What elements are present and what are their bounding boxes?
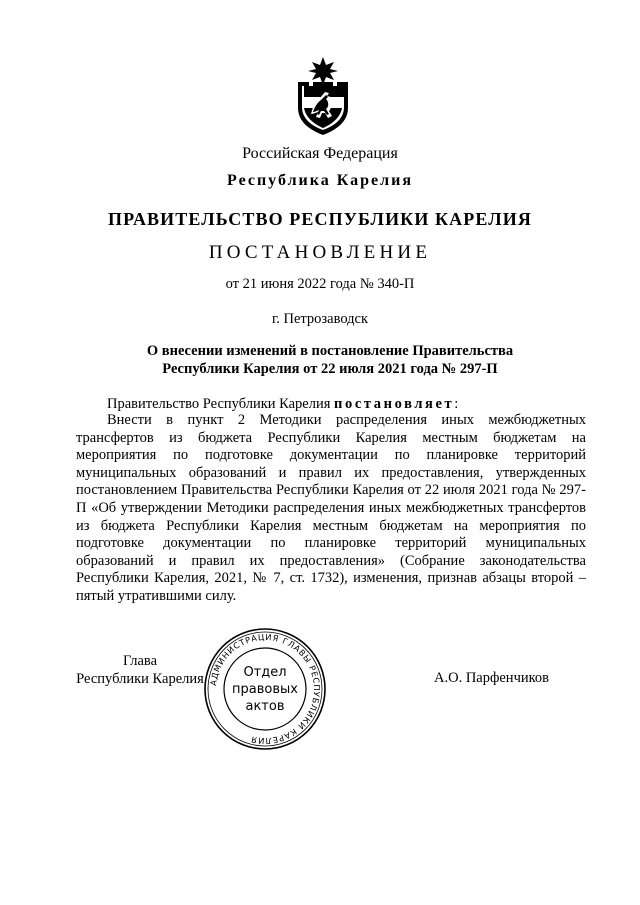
subject-line-2: Республики Карелия от 22 июля 2021 года № 297-П: [162, 361, 498, 377]
signatory-name: А.О. Парфенчиков: [434, 670, 550, 686]
karelia-coat-of-arms-icon: [294, 56, 352, 136]
document-subject: [100, 342, 560, 378]
document-type: ПОСТАНОВЛЕНИЕ: [208, 242, 432, 263]
stamp-center-line-2: правовых: [232, 682, 298, 697]
subject-line-1: О внесении изменений в постановление Правительства: [146, 343, 514, 359]
legal-department-stamp: [202, 626, 328, 752]
republic-name: Республика Карелия: [227, 172, 413, 189]
resolution-intro: [107, 396, 458, 413]
stamp-center-line-3: актов: [245, 699, 285, 714]
city-name: г. Петрозаводск: [271, 311, 369, 327]
intro-suffix: :: [454, 396, 459, 412]
stamp-ring-text: АДМИНИСТРАЦИЯ ГЛАВЫ РЕСПУБЛИКИ КАРЕЛИЯ: [208, 631, 323, 747]
signatory-title: [70, 653, 210, 688]
stamp-center-line-1: Отдел: [243, 665, 287, 680]
government-title: ПРАВИТЕЛЬСТВО РЕСПУБЛИКИ КАРЕЛИЯ: [108, 209, 532, 229]
document-date-number: от 21 июня 2022 года № 340-П: [225, 276, 415, 292]
intro-prefix: Правительство Республики Карелия: [107, 396, 335, 412]
country-name: Российская Федерация: [242, 145, 398, 162]
signatory-title-line-2: Республики Карелия: [76, 670, 204, 687]
intro-verb: постановляет: [334, 396, 455, 412]
resolution-body: Внести в пункт 2 Методики распределения иных межбюджетных трансфертов из бюджета Республики Карелия местным бюджетам на мероприятия по подготовке документации по планировке территорий муниципальных образований и правил их предоставления, утвержденных постановлением Правительства Республики Карелия от 22 июля 2021 года № 297-П «Об утверждении Методики распределения иных межбюджетных трансфертов из бюджета Республики Карелия местным бюджетам на мероприятия по подготовке документации по планировке территорий муниципальных образований и правил их предоставления» (Собрание законодательства Республики Карелия, 2021, № 7, ст. 1732), изменения, признав абзацы второй – пятый утратившими силу.: [76, 412, 586, 604]
signatory-title-line-1: Глава: [122, 653, 158, 669]
